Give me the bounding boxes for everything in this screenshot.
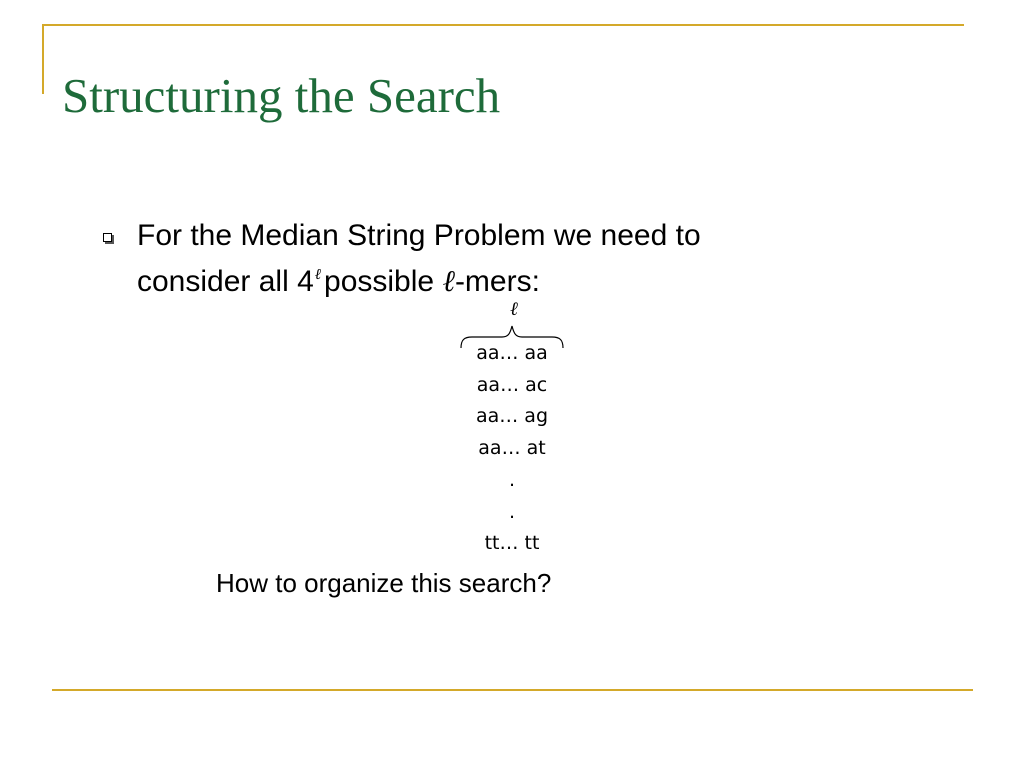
kmer-item: aa… aa xyxy=(476,342,548,364)
kmer-item: tt… tt xyxy=(484,532,540,555)
kmer-item: aa… ag xyxy=(475,405,549,428)
kmer-item: aa… ac xyxy=(476,373,548,396)
kmer-item: aa… at xyxy=(478,437,546,460)
bullet-square-icon xyxy=(103,233,112,242)
bullet-line-2-prefix: consider all 4 xyxy=(137,265,314,298)
bullet-text xyxy=(137,217,857,301)
bullet-line-2-suffix: -mers: xyxy=(454,265,540,298)
kmer-ellipsis-dot: . xyxy=(508,468,516,491)
frame-top-rule xyxy=(42,24,964,26)
frame-left-rule xyxy=(42,24,44,94)
question-text: How to organize this search? xyxy=(216,568,552,598)
kmer-list xyxy=(442,338,582,560)
ell-symbol: ℓ xyxy=(442,264,455,299)
slide-title: Structuring the Search xyxy=(62,68,501,123)
exponent-ell: ℓ xyxy=(314,265,322,283)
bullet-line-2 xyxy=(137,255,857,301)
bullet-line-2-middle: possible xyxy=(324,265,435,298)
frame-bottom-rule xyxy=(52,689,973,691)
brace-label: ℓ xyxy=(510,298,518,320)
kmer-ellipsis-dot: . xyxy=(508,500,516,523)
bullet-line-1: For the Median String Problem we need to xyxy=(137,219,701,252)
